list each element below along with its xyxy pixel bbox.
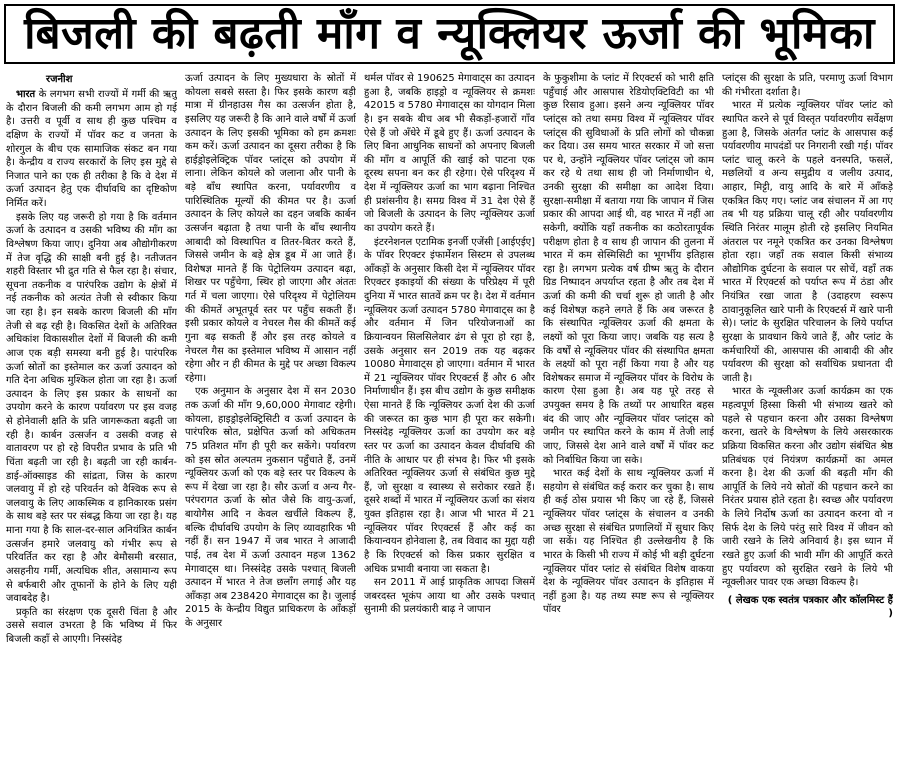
paragraph: के फुकुशीमा के प्लांट में रिएक्टर्स को भारी क्षति पहुँचाई और आसपास रेडियोएक्टिविटी का भी कुछ रिसाव हुआ। इसने अन्य न्यूक्लियर पॉवर प्लांट्स को तथा समग्र विश्व में न्यूक्लियर पॉवर प्लांट्स की सुविधाओं के प्रति लोगों को चौकन्ना कर दिया। उस समय भारत सरकार में जो सत्ता पर थे, उन्होंने न्यूक्लियर पॉवर प्लांट्स जो काम कर रहे थे तथा साथ ही जो निर्माणाधीन थे, उनकी सुरक्षा की समीक्षा का आदेश दिया। सुरक्षा-समीक्षा में बताया गया कि जापान में जिस प्रकार की आपदा आई थी, वह भारत में नहीं आ सकेगी, क्योंकि यहाँ तकनीक का कठोरतापूर्वक परीक्षण होता है व साथ ही जापान की तुलना में भारत में कम सेस्मिसिटी का भूगर्भीय इतिहास रहा है। लगभग प्रत्येक वर्ष ग्रीष्म ऋतु के दौरान ग्रिड निष्पादन अपर्याप्त रहता है और तब देश में ऊर्जा की कमी की चर्चा शुरू हो जाती है और कई विशेषज्ञ कहने लगते हैं कि अब जरूरत है कि संस्थापित न्यूक्लियर ऊर्जा की क्षमता के लक्ष्यों को पूरा किया जाए। जबकि यह सत्य है कि वर्षों से न्यूक्लियर पॉवर की संस्थापित क्षमता के लक्ष्यों को पूरा नहीं किया गया है और यह विशेषकर समाज में न्यूक्लियर पॉवर के विरोध के कारण ऐसा हुआ है। अब यह पूरे तरह से उपयुक्त समय है कि तथ्यों पर आधारित बहस बंद की जाए और न्यूक्लियर पॉवर प्लांट्स को जमीन पर स्थापित करने के काम में तेजी लाई जाए, जिससे देश आने वाले वर्षों में पॉवर कट को निर्बाधित किया जा सके। [543,73,714,466]
paragraph: भारत के न्यूक्लीअर ऊर्जा कार्यक्रम का एक महत्वपूर्ण हिस्सा किसी भी संभाव्य खतरे को पहले से पहचान करना और उसका विश्लेषण करना, खतरे के विश्लेषण के लिये असरकारक प्रक्रिया विकसित करना और उद्योग संबंधित श्रेष्ठ प्रतिबंधक एवं नियंत्रण कार्यक्रमों का अमल करना है। देश की ऊर्जा की बढ़ती माँग की आपूर्ति के लिये नये स्रोतों की पहचान करने का निरंतर प्रयास होते रहता है। स्वच्छ और पर्यावरण के लिये निर्दोष ऊर्जा का उत्पादन करना वो न सिर्फ देश के लिये परंतु सारे विश्व में जीवन को जारी रखने के लिये अनिवार्य है। इस ध्यान में रखते हुए ऊर्जा की भावी माँग की आपूर्ति करते हुए पर्यावरण को सुरक्षित रखने के लिये भी न्यूक्लीअर पावर एक अच्छा विकल्प है। [722,386,893,589]
paragraph: प्रकृति का संरक्षण एक दूसरी चिंता है और उससे सवाल उभरता है कि भविष्य में फिर बिजली कहाँ से आएगी। निस्संदेह [6,606,177,645]
article-column-5 [722,72,893,772]
lead-word: भारत [16,89,36,100]
paragraph: इसके लिए यह जरूरी हो गया है कि वर्तमान ऊर्जा के उत्पादन व उसकी भविष्य की माँग का विश्लेषण किया जाए। दुनिया अब औद्योगीकरण में तेज वृद्धि की साक्षी बनी हुई है। नतीजतन शहरी विस्तार भी द्रुत गति से फैल रहा है। संचार, सूचना तकनीक व पारंपरिक उद्योग के क्षेत्रों में नई तकनीक को अत्यंत तेजी से स्वीकार किया जा रहा है। इन सबके कारण बिजली की माँग तेजी से बढ़ रही है। विकसित देशों के अतिरिक्त अधिकांश विकासशील देशों में बिजली की कमी आज एक बड़ी समस्या बनी हुई है। पारंपरिक ऊर्जा स्रोतों का इस्तेमाल कर ऊर्जा उत्पादन को गति देना अधिक मुश्किल होता जा रहा है। ऊर्जा उत्पादन के लिए इस प्रकार के साधनों का उपयोग करने के कारण पर्यावरण पर इस वजह से होनेवाली क्षति के प्रति जागरूकता बढ़ती जा रही है। कार्बन उत्सर्जन व उसकी वजह से वातावरण पर हो रहे विपरीत प्रभाव के प्रति भी चिंता बढ़ती जा रही है। बढ़ती जा रही कार्बन-डाई-ऑक्साइड की सांद्रता, जिस के कारण जलवायु में हो रहे परिवर्तन को वैश्विक रूप से जलवायु के लिए आकस्मिक व हानिकारक प्रसंग के साथ बड़े स्तर पर संबद्ध किया जा रहा है। यह माना गया है कि साल-दर-साल अनियंत्रित कार्बन उत्सर्जन हमारे जलवायु को गंभीर रूप से परिवर्तित कर रहा है और बेमौसमी बरसात, असहनीय गर्मी, अत्यधिक शीत, असामान्य रूप से बर्फबारी और तूफानों के होने के लिए यही जवाबदेह है। [6,211,177,605]
paragraph: एक अनुमान के अनुसार देश में सन 2030 तक ऊर्जा की माँग 9,60,000 मेगावाट रहेगी। कोयला, हाइड्रोइलेक्ट्रिसिटी व ऊर्जा उत्पादन के पारंपरिक स्रोत, प्रक्षेपित ऊर्जा को अधिकतम 75 प्रतिशत माँग ही पूरी कर सकेंगे। पर्यावरण को इस स्रोत अल्पतम नुकसान पहुँचाते हैं, उनमें न्यूक्लियर ऊर्जा को एक बड़े स्तर पर विकल्प के रूप में देखा जा रहा है। सौर ऊर्जा व अन्य गैर-परंपरागत ऊर्जा के स्रोत जैसे कि वायु-ऊर्जा, बायोगैस आदि न केवल खर्चीले विकल्प हैं, बल्कि दीर्घावधि उपयोग के लिए व्यावहारिक भी नहीं हैं। सन 1947 में जब भारत ने आजादी पाई, तब देश में ऊर्जा उत्पादन महज 1362 मेगावाट्स था। निस्संदेह उसके पश्चात् बिजली उत्पादन में भारत ने तेज छलाँग लगाई और यह आँकड़ा अब 238420 मेगावाट्स का है। जुलाई 2015 के केन्द्रीय विद्युत प्राधिकरण के आँकड़ों के अनुसार [185,386,356,629]
paragraph: इंटरनेशनल एटामिक इनर्जी एजेंसी [आईएईए] के पॉवर रिएक्टर इंफार्मेशन सिस्टम से उपलब्ध आँकड़ों के अनुसार किसी देश में न्यूक्लियर पॉवर रिएक्टर इकाइयों की संख्या के परिप्रेक्ष्य में पूरी दुनिया में भारत सातवें क्रम पर है। देश में वर्तमान न्यूक्लियर ऊर्जा उत्पादन 5780 मेगावाट्स का है और वर्तमान में जिन परियोजनाओं का क्रियान्वयन सिलसिलेवार ढंग से पूरा हो रहा है, उसके अनुसार सन 2019 तक यह बढ़कर 10080 मेगावाट्स हो जाएगा। वर्तमान में भारत में 21 न्यूक्लियर पॉवर रिएक्टर्स हैं और 6 और निर्माणाधीन हैं। इस बीच उद्योग के कुछ समीक्षक ऐसा मानते हैं कि न्यूक्लियर ऊर्जा देश की ऊर्जा की जरूरत का कुछ भाग ही पूरा कर सकेगी। निस्संदेह न्यूक्लियर ऊर्जा का उपयोग कर बड़े स्तर पर ऊर्जा का उत्पादन केवल दीर्घावधि की नीति के आधार पर ही संभव है। फिर भी इसके अतिरिक्त न्यूक्लियर ऊर्जा से संबंधित कुछ मुद्दे हैं, जो सुरक्षा व स्वास्थ्य से सरोकार रखते हैं। दूसरे शब्दों में भारत में न्यूक्लियर ऊर्जा का संशय युक्त इतिहास रहा है। आज भी भारत में 21 न्यूक्लियर पॉवर रिएक्टर्स हैं और कई का कियान्वयन होनेवाला है, तब विवाद का मुद्दा यही है कि रिएक्टर्स को किस प्रकार सुरक्षित व अधिक प्रभावी बनाया जा सकता है। [364,236,535,575]
article-column-2 [185,72,356,772]
byline: रजनीश [46,74,73,85]
article-column-3 [364,72,535,772]
paragraph: थर्मल पॉवर से 190625 मेगावाट्स का उत्पादन हुआ है, जबकि हाइड्रो व न्यूक्लियर से क्रमशः 42015 व 5780 मेगावाट्स का योगदान मिला है। इन सबके बीच अब भी सैकड़ों-हजारों गाँव ऐसे हैं जो अँधेरे में डूबे हुए हैं। ऊर्जा उत्पादन के लिए बिना आधुनिक साधनों को अपनाए बिजली की माँग व आपूर्ति की खाई को पाटना एक दूरस्थ सपना बन कर ही रहेगा। ऐसे परिदृश्य में देश में न्यूक्लियर ऊर्जा का भाग बढ़ाना निश्चित ही प्रशंसनीय है। समग्र विश्व में 31 देश ऐसे हैं जो बिजली के उत्पादन के लिए न्यूक्लियर ऊर्जा का उपयोग करते हैं। [364,73,535,234]
article-body [6,72,893,772]
article-column-1 [6,72,177,772]
paragraph: भारत में प्रत्येक न्यूक्लियर पॉवर प्लांट को स्थापित करने से पूर्व विस्तृत पर्यावरणीय सर्वेक्षण हुआ है, जिसके अंतर्गत प्लांट के आसपास कई पर्यावरणीय मापदंडों पर निगरानी रखी गई। पॉवर प्लांट चालू करने के पहले वनस्पति, फसलें, मछलियों व अन्य समुद्रीय व जलीय उत्पाद, आहार, मिट्टी, वायु आदि के बारे में आँकड़े एकत्रित किए गए। प्लांट जब संचालन में आ गए तब भी यह प्रक्रिया चालू रही और पर्यावरणीय स्थिति निरंतर मालूम होती रहे इसलिए नियमित अंतराल पर नमूने एकत्रित कर उनका विश्लेषण होता रहा। जहाँ तक सवाल किसी संभाव्य औद्योगिक दुर्घटना के सवाल पर सोचें, वहाँ तक भारत में रिएक्टर्स को पर्याप्त रूप में ठंडा और नियंत्रित रखा जाता है (उदाहरण स्वरूप ठावानुकूलित खारे पानी के रिएक्टर्स में खारे पानी से)। प्लांट के सुरक्षित परिचालन के लिये पर्याप्त सुरक्षा के प्रावधान किये जाते हैं, और प्लांट के कर्मचारियों की, आसपास की आबादी की और पर्यावरण की सुरक्षा को सर्वाधिक प्रधानता दी जाती है। [722,100,893,384]
author-note: ( लेखक एक स्वतंत्र पत्रकार और कॉलमिस्ट हैं ) [727,594,893,619]
paragraph: ऊर्जा उत्पादन के लिए मुख्यधारा के स्रोतों में कोयला सबसे सस्ता है। फिर इसके कारण बड़ी मात्रा में ग्रीनहाउस गैस का उत्सर्जन होता है, इसलिए यह जरूरी है कि आने वाले वर्षों में ऊर्जा उत्पादन के लिए इसकी भूमिका को हम क्रमशः कम करें। ऊर्जा उत्पादन का दूसरा तरीका है कि हाईड्रोइलेक्ट्रिक पॉवर प्लांट्स को उपयोग में लाना। लेकिन कोयले को जलाना और पानी के बड़े बाँध स्थापित करना, पर्यावरणीय व पारिस्थितिक मूल्यों की कीमत पर है। ऊर्जा उत्पादन के लिए कोयले का दहन जबकि कार्बन उत्सर्जन बढ़ाता है तथा पानी के बाँध स्थानीय आबादी को विस्थापित व तितर-बितर करते हैं, जिससे जमीन के बड़े क्षेत्र डूब में आ जाते हैं। विशेषज्ञ मानते हैं कि पेट्रोलियम उत्पादन बढ़ा, शिखर पर पहुँचेगा, स्थिर हो जाएगा और अंततः गर्त में चला जाएगा। ऐसे परिदृश्य में पेट्रोलियम की कीमतें अभूतपूर्व स्तर पर पहुँच सकती हैं। इसी प्रकार कोयले व नेचरल गैस की कीमतें कई गुना बढ़ सकती हैं और इस तरह कोयले व नेचरल गैस का इस्तेमाल भविष्य में आसान नहीं रहेगा और न ही कीमत के मुद्दे पर अच्छा विकल्प रहेगा। [185,73,356,384]
paragraph: सन 2011 में आई प्राकृतिक आपदा जिसमें जबरदस्त भूकंप आया था और उसके पश्चात् सुनामी की प्रलयंकारी बाढ़ ने जापान [364,577,535,616]
paragraph-text: के लगभग सभी राज्यों में गर्मी की ऋतु के दौरान बिजली की कमी लगभग आम हो गई है। उत्तरी व पूर्वी व साथ ही कुछ पश्चिम व दक्षिण के राज्यों में पॉवर कट व जनता के शोरगुल के बीच एक सामाजिक संकट बन गया है। केन्द्रीय व राज्य सरकारों के लिए इस मुद्दे से निजात पाने का एक ही तरीका है कि वे देश में ऊर्जा उत्पादन हेतु एक दीर्घावधि का दृष्टिकोण निर्मित करें। [6,89,177,209]
paragraph [6,88,177,211]
paragraph: प्लांट्स की सुरक्षा के प्रति, परमाणु ऊर्जा विभाग की गंभीरता दर्शाता है। [722,73,893,98]
article-column-4 [543,72,714,772]
paragraph: भारत कई देशों के साथ न्यूक्लियर ऊर्जा में सहयोग से संबंधित कई करार कर चुका है। साथ ही कई ठोस प्रयास भी किए जा रहे हैं, जिससे न्यूक्लियर पॉवर प्लांट्स के संचालन व उनकी अच्छ सुरक्षा से संबंधित प्रणालियों में सुधार किए जा सकें। यह निश्चित ही उल्लेखनीय है कि भारत के किसी भी राज्य में कोई भी बड़ी दुर्घटना न्यूक्लियर पॉवर प्लांट से संबंधित विशेष वाकया देश के न्यूक्लियर पॉवर उत्पादन के इतिहास में नहीं हुआ है। यह तथ्य स्पष्ट रूप से न्यूक्लियर पॉवर [543,468,714,616]
article-headline: बिजली की बढ़ती माँग व न्यूक्लियर ऊर्जा की भूमिका [4,4,895,64]
